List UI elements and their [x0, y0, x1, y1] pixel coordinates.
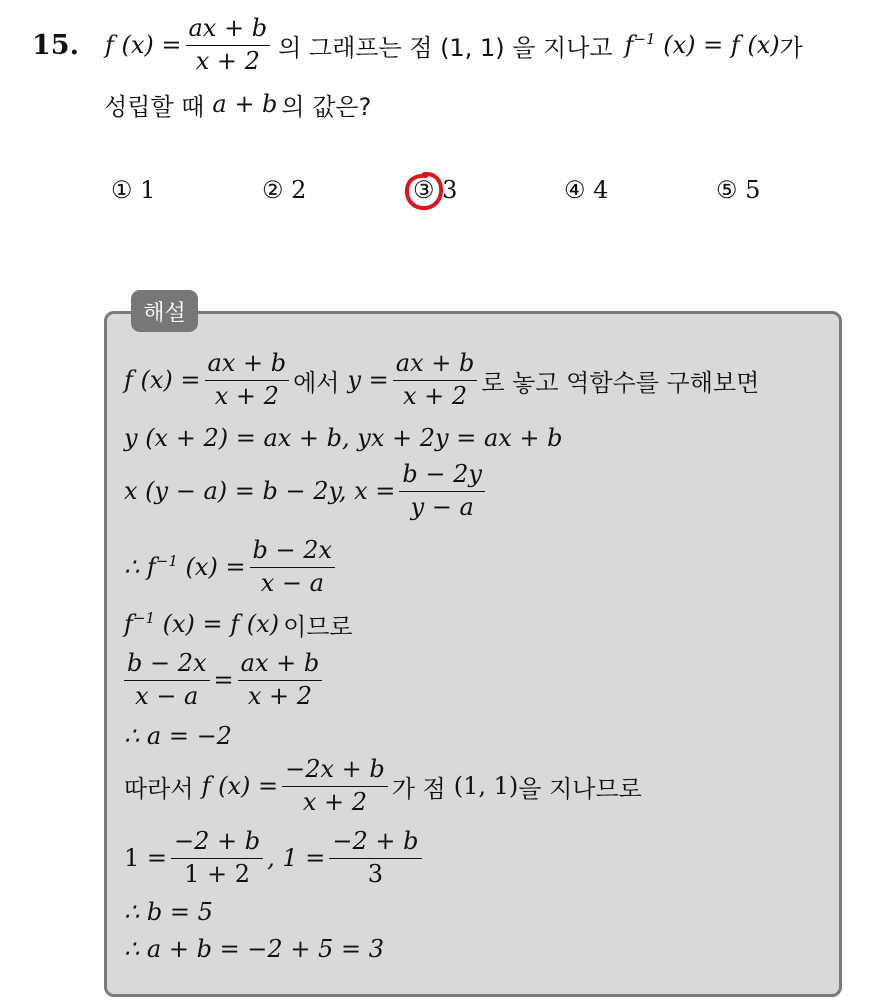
sol-line-4: ∴ $f^{-1}$ (x) = $\frac{b - 2x}{x - a}$ — [124, 537, 339, 597]
sol-line-5: $f^{-1}$ (x) = f (x) 이므로 — [124, 609, 353, 641]
problem-fx: f (x) = — [104, 31, 182, 59]
problem-number: 15. — [32, 29, 79, 61]
choice-4[interactable]: ④ 4 — [564, 176, 609, 204]
answer-circle-mark — [403, 170, 445, 212]
sol-line-11: ∴ a + b = −2 + 5 = 3 — [124, 935, 384, 963]
problem-text-1: 의 그래프는 점 (1, 1) 을 지나고 — [278, 33, 613, 62]
choice-5[interactable]: ⑤ 5 — [716, 176, 761, 204]
sol-line-6: $\frac{b - 2x}{x - a}$ = $\frac{ax + b}{x + 2}$ — [120, 650, 326, 710]
choice-2[interactable]: ② 2 — [262, 176, 307, 204]
sol-line-7: ∴ a = −2 — [124, 722, 232, 750]
sol-line-3: x (y − a) = b − 2y, x = $\frac{b - 2y}{y - a}$ — [124, 461, 489, 521]
sol-line-9: 1 = $\frac{-2 + b}{1 + 2}$ , 1 = $\frac{-2 + b}{3}$ — [124, 828, 426, 888]
problem-line-2: 성립할 때 a + b 의 값은? — [104, 90, 372, 121]
problem-finv: $f^{-1}$ (x) = f (x) — [624, 30, 780, 59]
choice-1[interactable]: ① 1 — [111, 176, 156, 204]
problem-fraction: $\frac{ax + b}{x + 2}$ — [186, 15, 271, 75]
sol-line-8: 따라서 f (x) = $\frac{-2x + b}{x + 2}$ 가 점 (1, 1) 을 지나므로 — [124, 754, 642, 816]
sol-line-2: y (x + 2) = ax + b, yx + 2y = ax + b — [124, 424, 563, 452]
solution-tab: 해설 — [131, 290, 198, 332]
choice-3[interactable]: ③ 3 — [413, 176, 458, 204]
sol-line-1: f (x) = $\frac{ax + b}{x + 2}$ 에서 y = $\frac{ax + b}{x + 2}$ 로 놓고 역함수를 구해보면 — [124, 348, 760, 410]
problem-line-1 — [32, 8, 803, 82]
sol-line-10: ∴ b = 5 — [124, 898, 213, 926]
problem-text-2: 가 — [779, 33, 803, 62]
